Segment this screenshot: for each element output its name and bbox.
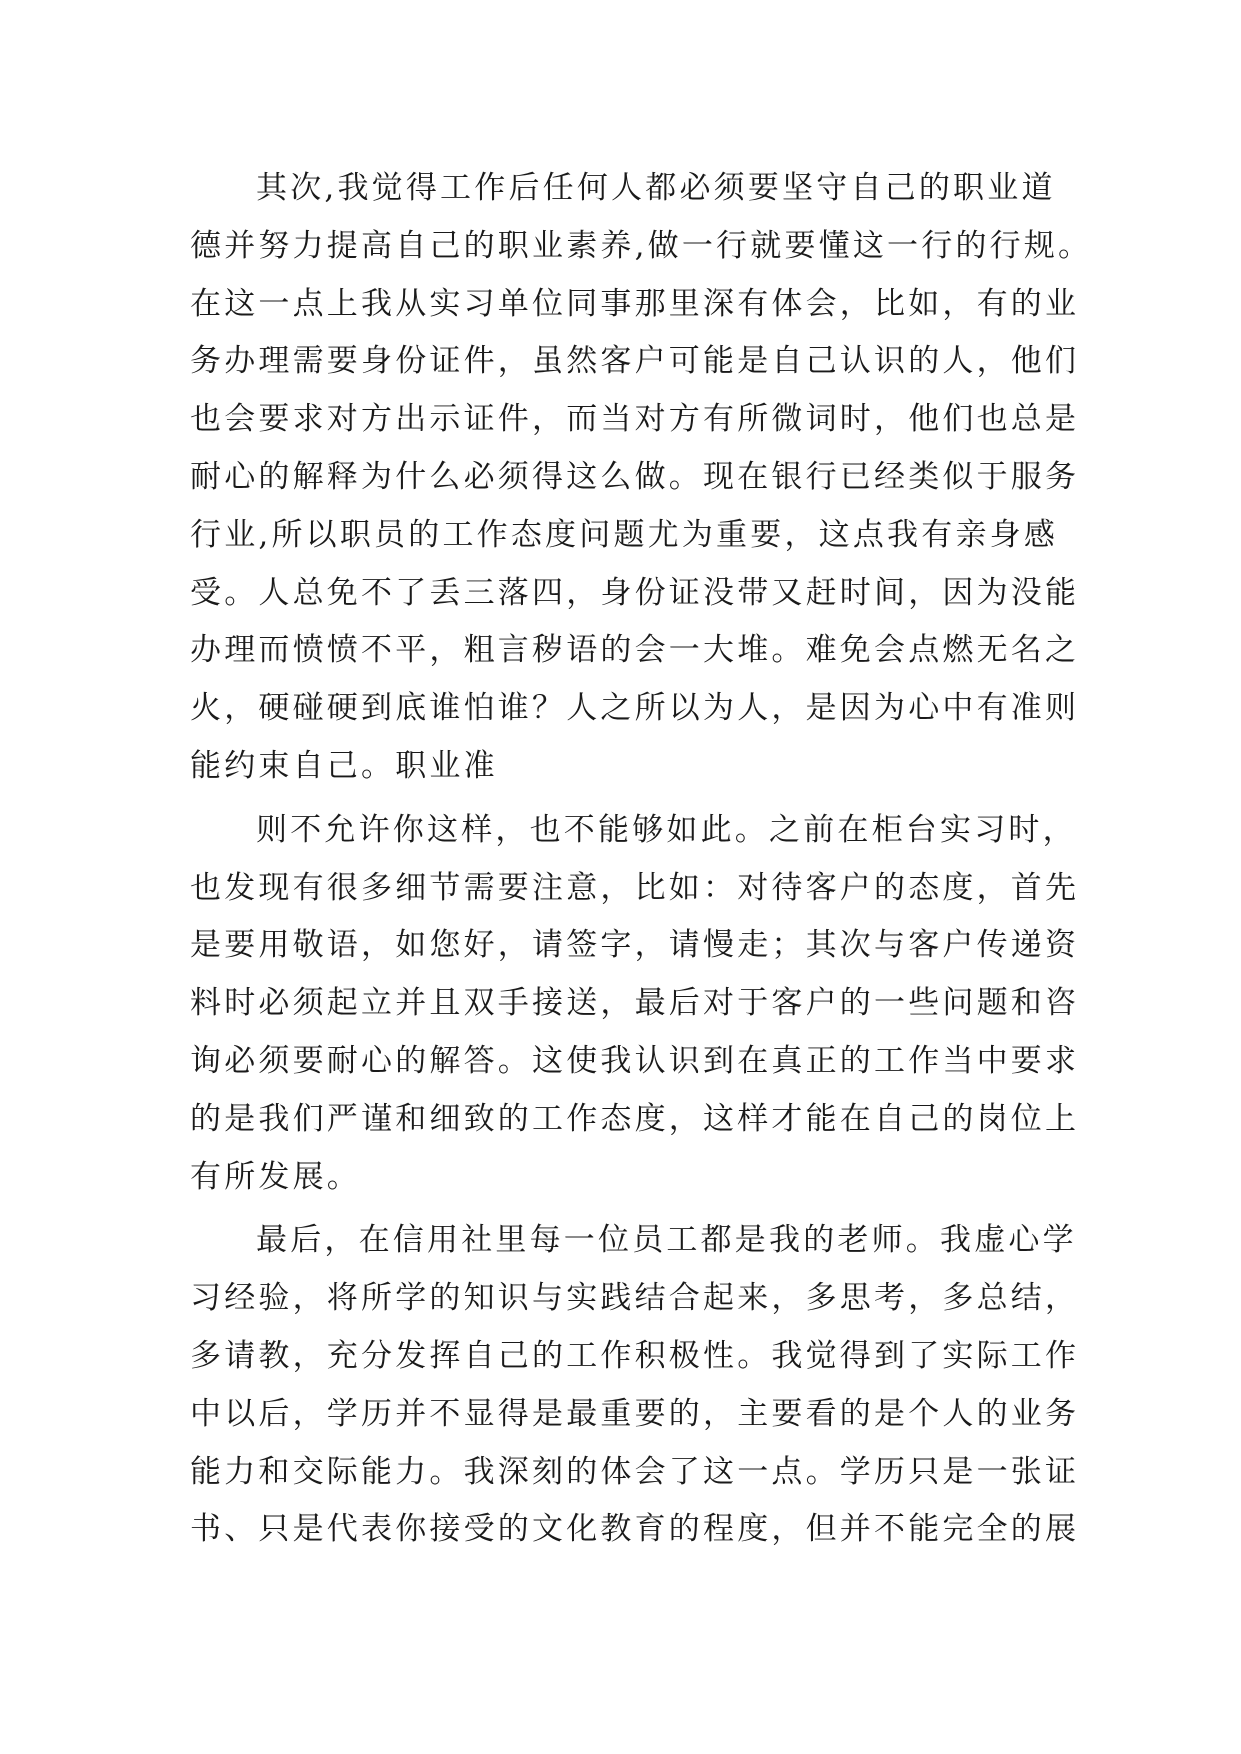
text-line: 书、只是代表你接受的文化教育的程度，但并不能完全的展 [190,1511,1080,1548]
text-line: 能力和交际能力。我深刻的体会了这一点。学历只是一张证 [190,1453,1080,1490]
text-line: 德并努力提高自己的职业素养,做一行就要懂这一行的行规。 [190,227,1093,264]
text-line: 耐心的解释为什么必须得这么做。现在银行已经类似于服务 [190,458,1080,495]
text-line: 中以后，学历并不显得是最重要的，主要看的是个人的业务 [190,1395,1080,1432]
text-line: 其次,我觉得工作后任何人都必须要坚守自己的职业道 [256,170,1056,206]
text-line: 行业,所以职员的工作态度问题尤为重要，这点我有亲身感 [190,516,1059,553]
text-line: 也发现有很多细节需要注意，比如：对待客户的态度，首先 [190,869,1080,906]
text-line: 在这一点上我从实习单位同事那里深有体会，比如，有的业 [190,285,1080,322]
text-line: 务办理需要身份证件，虽然客户可能是自己认识的人，他们 [190,343,1080,380]
text-line: 料时必须起立并且双手接送，最后对于客户的一些问题和咨 [190,985,1080,1022]
text-line: 多请教，充分发挥自己的工作积极性。我觉得到了实际工作 [190,1337,1080,1374]
text-line: 则不允许你这样，也不能够如此。之前在柜台实习时， [256,811,1077,848]
text-line: 有所发展。 [190,1158,361,1195]
text-line: 是要用敬语，如您好，请签字，请慢走；其次与客户传递资 [190,927,1080,964]
text-line: 受。人总免不了丢三落四，身份证没带又赶时间，因为没能 [190,574,1080,611]
text-line: 习经验，将所学的知识与实践结合起来，多思考，多总结， [190,1280,1080,1317]
text-line: 也会要求对方出示证件，而当对方有所微词时，他们也总是 [190,401,1080,438]
paragraph [190,160,1093,796]
paragraph [190,1212,1080,1559]
text-line: 的是我们严谨和细致的工作态度，这样才能在自己的岗位上 [190,1100,1080,1137]
body-text [190,160,1093,1559]
text-line: 询必须要耐心的解答。这使我认识到在真正的工作当中要求 [190,1042,1080,1079]
text-line: 能约束自己。职业准 [190,747,498,784]
text-line: 最后，在信用社里每一位员工都是我的老师。我虚心学 [256,1222,1077,1259]
paragraph [190,802,1080,1207]
text-line: 火，硬碰硬到底谁怕谁？人之所以为人，是因为心中有准则 [190,690,1080,727]
text-line: 办理而愤愤不平，粗言秽语的会一大堆。难免会点燃无名之 [190,632,1080,669]
